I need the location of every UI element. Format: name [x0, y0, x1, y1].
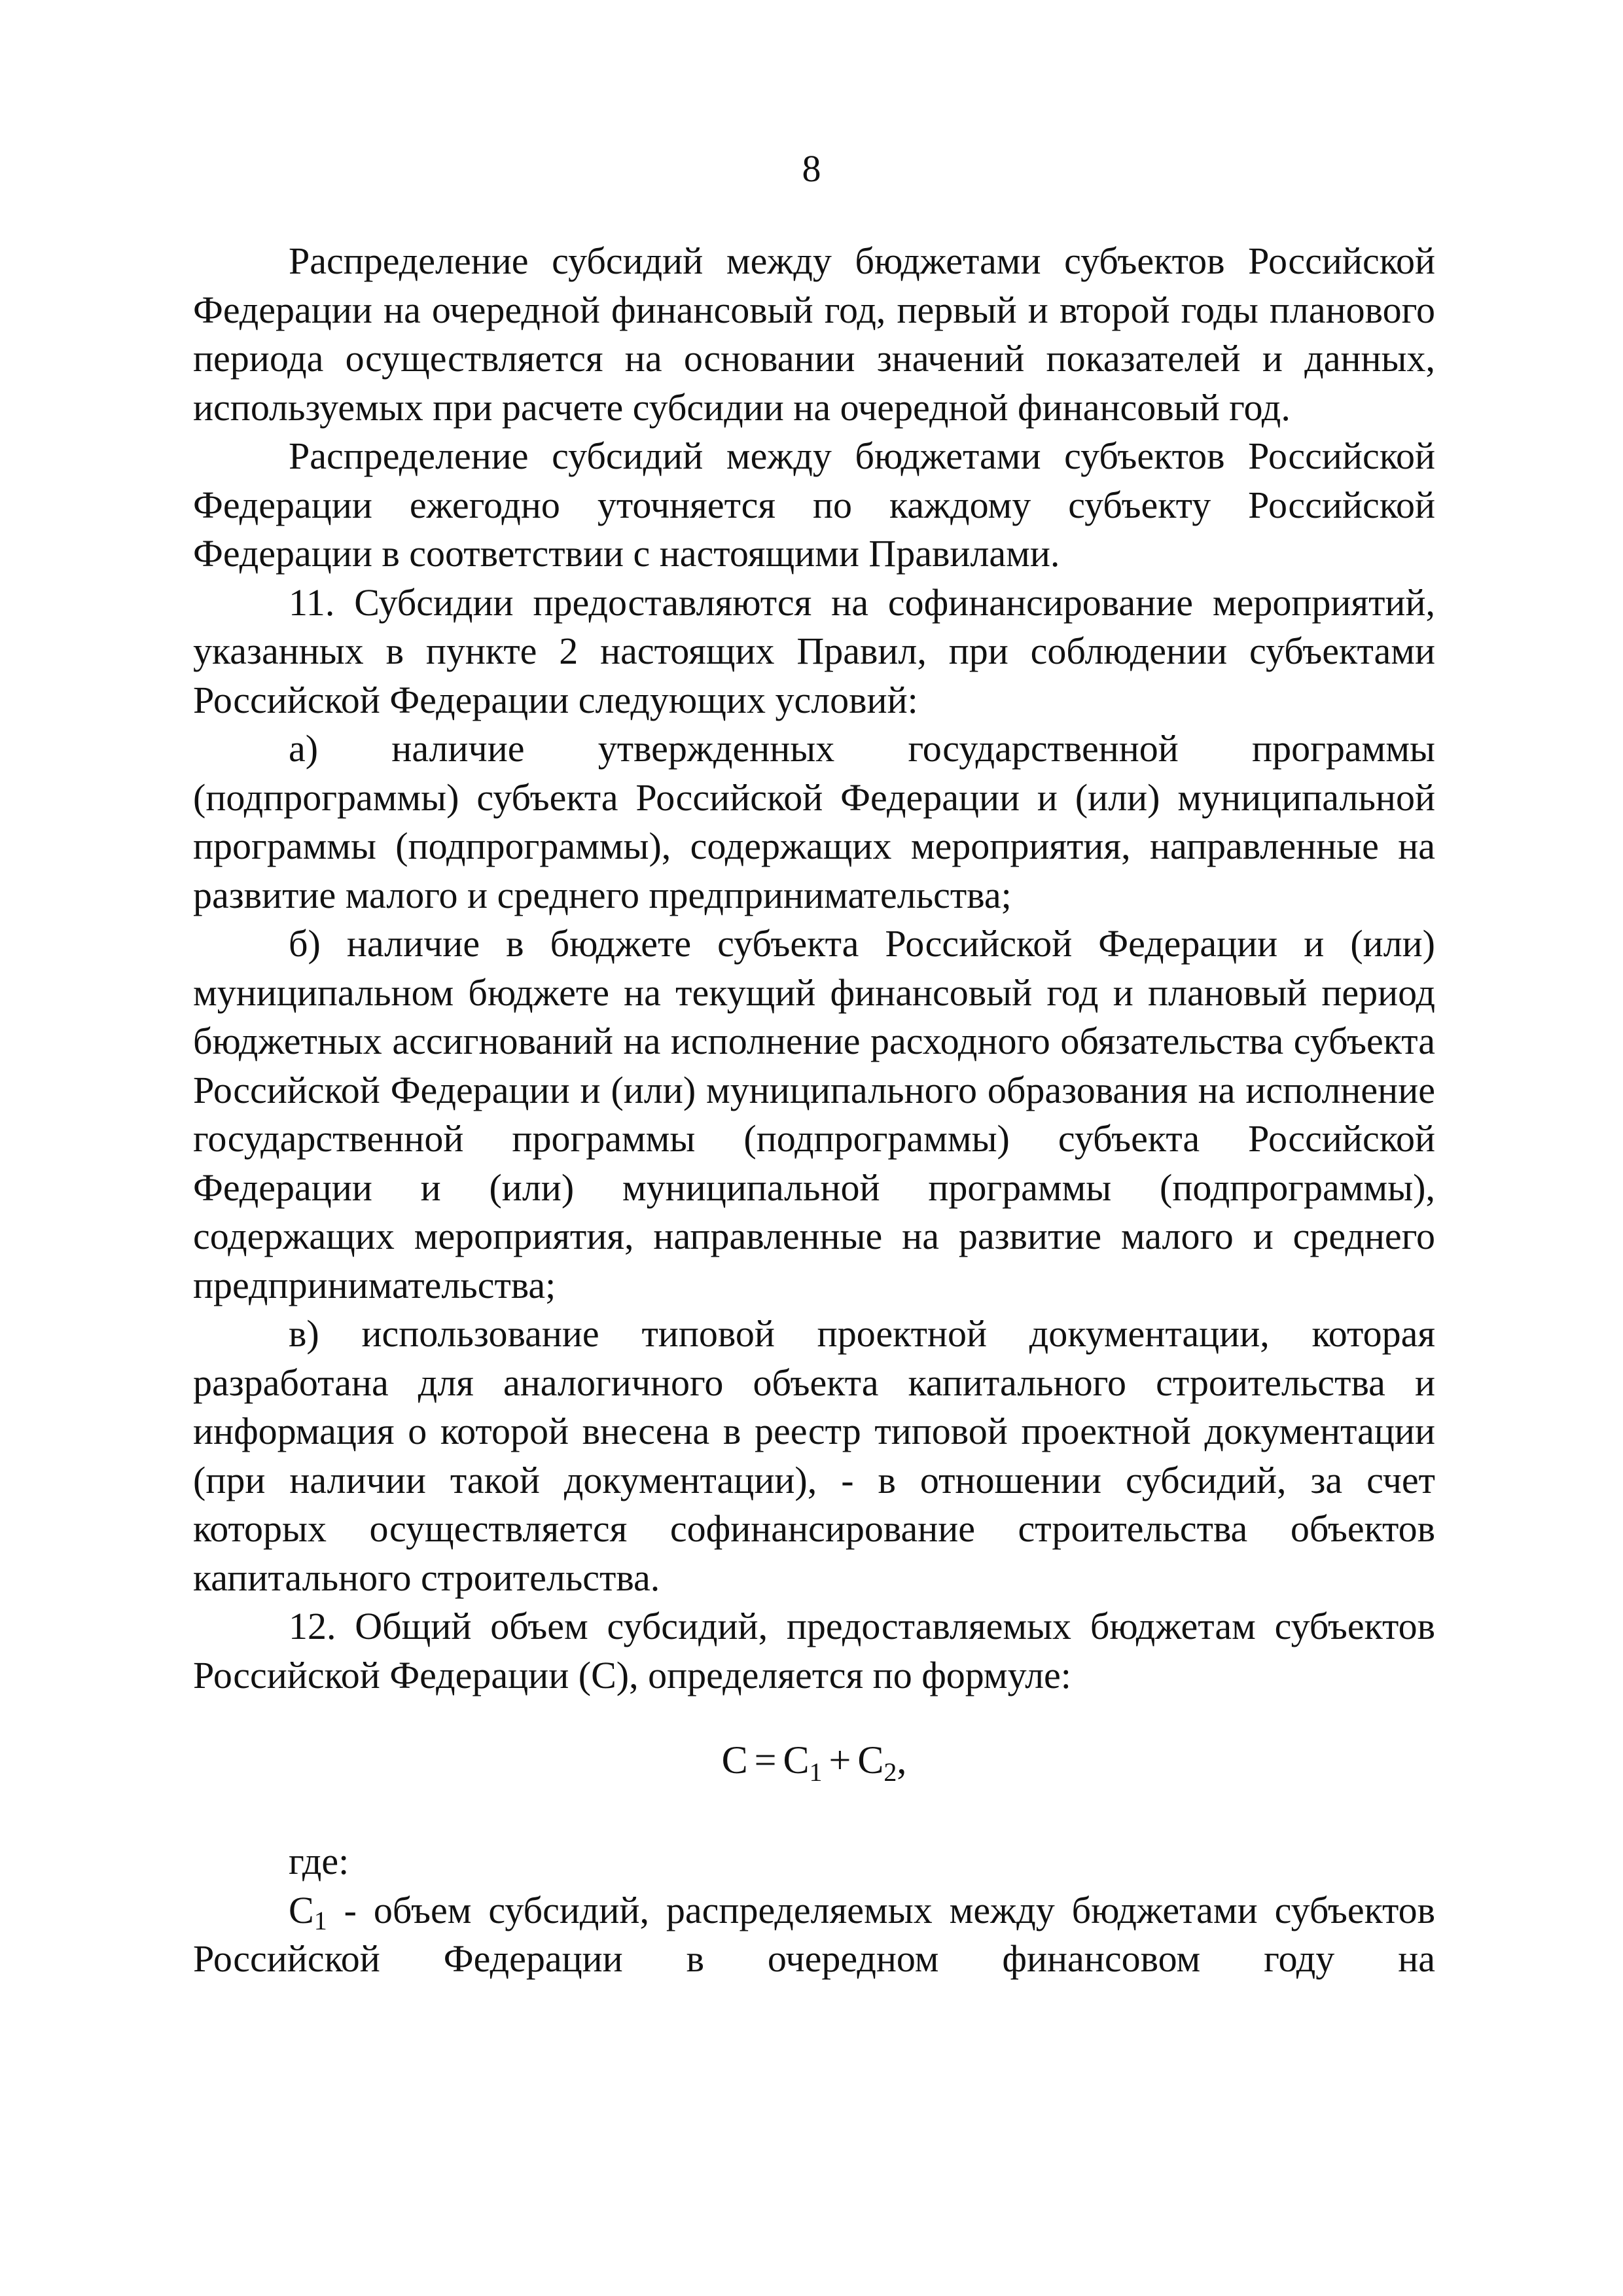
- paragraph-distribution-annual: Распределение субсидий между бюджетами субъектов Российской Федерации ежегодно уточняется по каждому субъекту Российской Федерации в соответствии с настоящими Правилами.: [193, 435, 1435, 575]
- paragraph-condition-b: б) наличие в бюджете субъекта Российской Федерации и (или) муниципальном бюджете на текущий финансовый год и плановый период бюджетных ассигнований на исполнение расходного обязательства субъекта Российской Федерации и (или) муниципального образования на исполнение государственной программы (подпрограммы) субъекта Российской Федерации и (или) муниципальной программы (подпрограммы), содержащих мероприятия, направленные на развитие малого и среднего предпринимательства;: [193, 922, 1435, 1306]
- definition-symbol: С: [289, 1888, 314, 1931]
- formula-trailing-comma: ,: [897, 1738, 907, 1782]
- paragraph-definition-c1: [193, 1886, 1435, 1984]
- formula-equals: =: [754, 1738, 777, 1782]
- formula-term2: С: [857, 1738, 884, 1782]
- definition-subscript: 1: [313, 1905, 327, 1935]
- paragraph-item-12: 12. Общий объем субсидий, предоставляемых бюджетам субъектов Российской Федерации (С), определяется по формуле:: [193, 1605, 1435, 1696]
- page-number: 8: [802, 147, 821, 190]
- formula-lhs: С: [721, 1738, 748, 1782]
- paragraph-distribution-planning: Распределение субсидий между бюджетами субъектов Российской Федерации на очередной финансовый год, первый и второй годы планового периода осуществляется на основании значений показателей и данных, используемых при расчете субсидии на очередной финансовый год.: [193, 240, 1435, 429]
- paragraph-condition-v: в) использование типовой проектной документации, которая разработана для аналогичного объекта капитального строительства и информация о которой внесена в реестр типовой проектной документации (при наличии такой документации), - в отношении субсидий, за счет которых осуществляется софинансирование строительства объектов капитального строительства.: [193, 1312, 1435, 1599]
- paragraph-item-11: 11. Субсидии предоставляются на софинансирование мероприятий, указанных в пункте 2 настоящих Правил, при соблюдении субъектами Российской Федерации следующих условий:: [193, 581, 1435, 721]
- definition-text: - объем субсидий, распределяемых между бюджетами субъектов Российской Федерации в очередном финансовом году на: [193, 1888, 1435, 1980]
- paragraph-condition-a: а) наличие утвержденных государственной программы (подпрограммы) субъекта Российской Федерации и (или) муниципальной программы (подпрограммы), содержащих мероприятия, направленные на развитие малого и среднего предпринимательства;: [193, 727, 1435, 916]
- formula-term1: С: [783, 1738, 810, 1782]
- formula: [193, 1721, 1435, 1799]
- formula-term2-subscript: 2: [883, 1757, 897, 1787]
- document-body: [193, 237, 1435, 1984]
- paragraph-where: где:: [289, 1840, 349, 1882]
- formula-plus: +: [829, 1738, 851, 1782]
- formula-term1-subscript: 1: [809, 1757, 823, 1787]
